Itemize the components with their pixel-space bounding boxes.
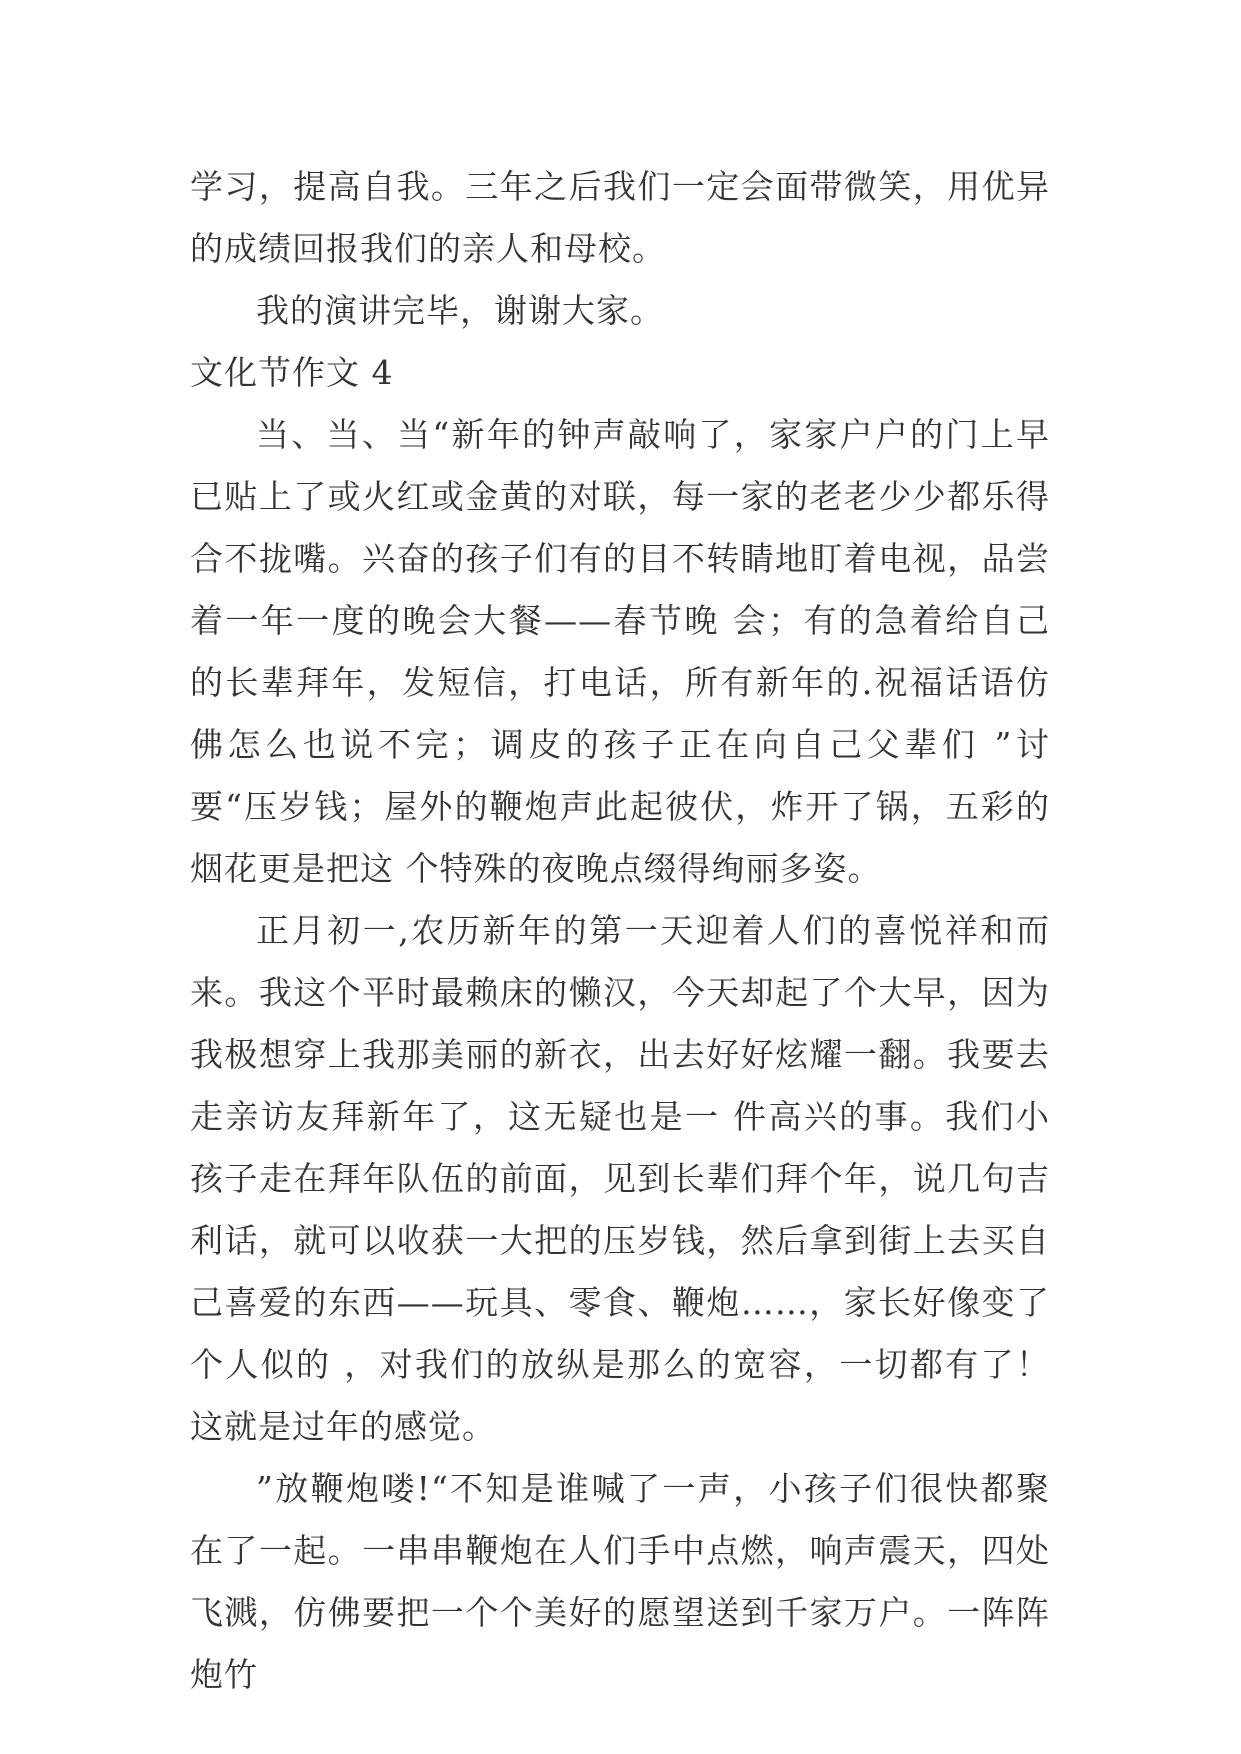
section-title: 文化节作文 4: [190, 353, 394, 392]
paragraph-first-day: 正月初一,农历新年的第一天迎着人们的喜悦祥和而来。我这个平时最赖床的懒汉，今天却起了个大早，因为我极想穿上我那美丽的新衣，出去好好炫耀一翻。我要去走亲访友拜新年了，这无疑也是一 件高兴的事。我们小孩子走在拜年队伍的前面，见到长辈们拜个年，说几句吉利话，就可以收获一大把的压岁钱，然后拿到街上去买自己喜爱的东西——玩具、零食、鞭炮……，家长好像变了个人似的 ，对我们的放纵是那么的宽容，一切都有了！这就是过年的感觉。: [190, 911, 1050, 1446]
paragraph-closing: 我的演讲完毕，谢谢大家。: [256, 291, 664, 330]
document-body: [190, 156, 1050, 1706]
paragraph-firecrackers: ”放鞭炮喽!“不知是谁喊了一声，小孩子们很快都聚在了一起。一串串鞭炮在人们手中点燃，响声震天，四处飞溅，仿佛要把一个个美好的愿望送到千家万户。一阵阵炮竹: [190, 1469, 1050, 1694]
paragraph-new-year-eve: 当、当、当“新年的钟声敲响了，家家户户的门上早已贴上了或火红或金黄的对联，每一家的老老少少都乐得合不拢嘴。兴奋的孩子们有的目不转睛地盯着电视，品尝着一年一度的晚会大餐——春节晚 会；有的急着给自己的长辈拜年，发短信，打电话，所有新年的.祝福话语仿佛怎么也说不完；调皮的孩子正在向自己父辈们 ”讨要“压岁钱；屋外的鞭炮声此起彼伏，炸开了锅，五彩的烟花更是把这 个特殊的夜晚点缀得绚丽多姿。: [190, 415, 1050, 888]
paragraph-continued: 学习，提高自我。三年之后我们一定会面带微笑，用优异的成绩回报我们的亲人和母校。: [190, 167, 1050, 268]
